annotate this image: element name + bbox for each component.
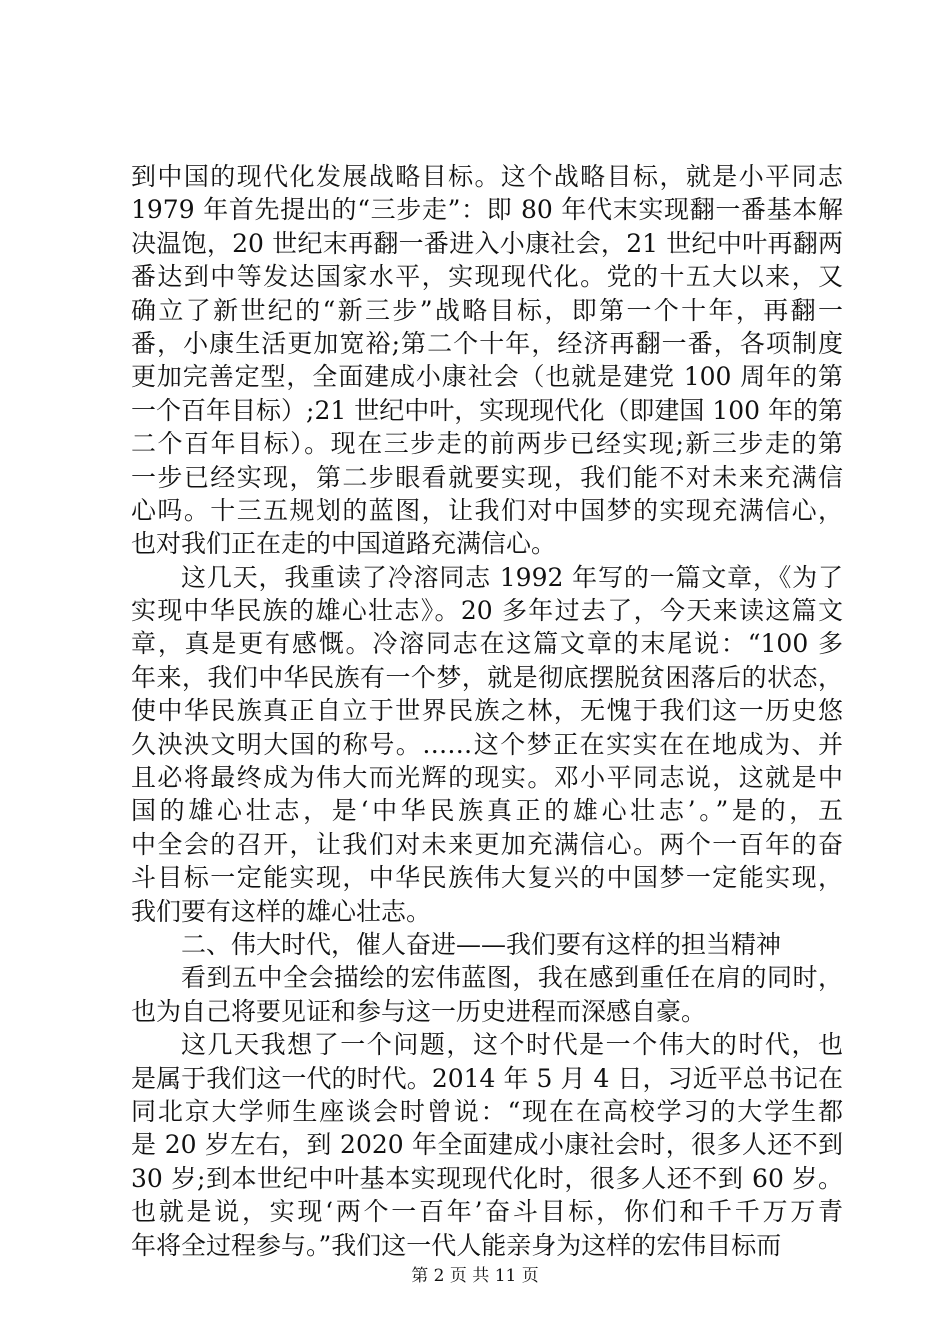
text-line: 也对我们正在走的中国道路充满信心。 [131,529,557,559]
text-line: 我们要有这样的雄心壮志。 [131,896,432,926]
text-line: 是属于我们这一代的时代。2014 年 5 月 4 日，习近平总书记在 [131,1063,843,1093]
text-line: 斗目标一定能实现，中华民族伟大复兴的中国梦一定能实现， [131,863,843,893]
text-line: 确立了新世纪的“新三步”战略目标，即第一个十年，再翻一 [131,295,843,325]
paragraph [131,961,843,1028]
text-line: 这几天我想了一个问题，这个时代是一个伟大的时代，也 [181,1030,843,1060]
text-line: 到中国的现代化发展战略目标。这个战略目标，就是小平同志 [131,162,843,191]
text-line: 30 岁;到本世纪中叶基本实现现代化时，很多人还不到 60 岁。 [131,1163,843,1193]
text-line: 1979 年首先提出的“三步走”：即 80 年代末实现翻一番基本解 [131,195,843,225]
text-line: 二个百年目标）。现在三步走的前两步已经实现;新三步走的第 [131,429,843,459]
text-line: 年将全过程参与。”我们这一代人能亲身为这样的宏伟目标而 [131,1230,782,1260]
text-line: 年来，我们中华民族有一个梦，就是彻底摆脱贫困落后的状态， [131,662,843,692]
text-line: 使中华民族真正自立于世界民族之林，无愧于我们这一历史悠 [131,696,843,726]
text-line: 一个百年目标）;21 世纪中叶，实现现代化（即建国 100 年的第 [131,395,843,425]
paragraph [131,928,843,961]
text-line: 也为自己将要见证和参与这一历史进程而深感自豪。 [131,996,707,1026]
text-line: 更加完善定型，全面建成小康社会（也就是建党 100 周年的第 [131,362,843,392]
text-line: 这几天，我重读了冷溶同志 1992 年写的一篇文章，《为了 [181,562,843,592]
text-line: 且必将最终成为伟大而光辉的现实。邓小平同志说，这就是中 [131,763,843,793]
text-line: 章，真是更有感慨。冷溶同志在这篇文章的末尾说：“100 多 [131,629,843,659]
text-line: 中全会的召开，让我们对未来更加充满信心。两个一百年的奋 [131,829,843,859]
text-line: 也就是说，实现‘两个一百年’奋斗目标，你们和千千万万青 [131,1197,843,1227]
paragraph [131,160,843,561]
text-line: 心吗。十三五规划的蓝图，让我们对中国梦的实现充满信心， [131,495,843,525]
text-line: 番达到中等发达国家水平，实现现代化。党的十五大以来，又 [131,262,843,292]
text-line: 久泱泱文明大国的称号。……这个梦正在实实在在地成为、并 [131,729,843,759]
text-line: 番，小康生活更加宽裕;第二个十年，经济再翻一番，各项制度 [131,328,843,358]
text-line: 看到五中全会描绘的宏伟蓝图，我在感到重任在肩的同时， [181,963,843,993]
text-line: 是 20 岁左右，到 2020 年全面建成小康社会时，很多人还不到 [131,1130,843,1160]
text-line: 实现中华民族的雄心壮志》。20 多年过去了，今天来读这篇文 [131,596,843,626]
text-line: 二、伟大时代，催人奋进——我们要有这样的担当精神 [181,929,782,959]
text-line: 国的雄心壮志，是‘中华民族真正的雄心壮志’。”是的，五 [131,796,843,826]
paragraph [131,561,843,928]
text-line: 决温饱，20 世纪末再翻一番进入小康社会，21 世纪中叶再翻两 [131,228,843,258]
text-line: 同北京大学师生座谈会时曾说：“现在在高校学习的大学生都 [131,1096,843,1126]
text-line: 一步已经实现，第二步眼看就要实现，我们能不对未来充满信 [131,462,843,492]
document-body [131,160,843,1262]
paragraph [131,1028,843,1262]
page-footer: 第 2 页 共 11 页 [411,1266,539,1286]
